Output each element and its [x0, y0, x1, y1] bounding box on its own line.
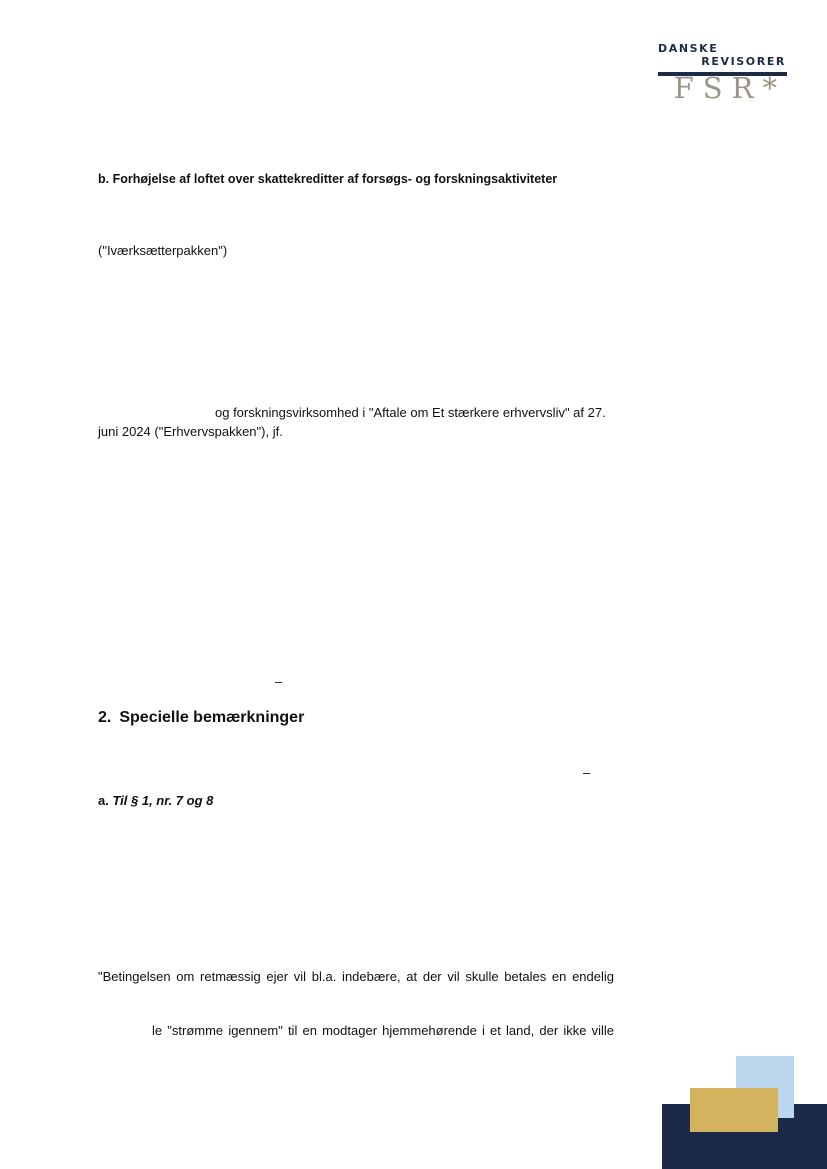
- paragraph-ivaerksaetterpakken: ("Iværksætterpakken"): [98, 243, 228, 258]
- logo-fsr-mark: FSR*: [673, 71, 786, 105]
- dash-mark: –: [583, 765, 591, 780]
- subsection-heading-a: [98, 793, 213, 809]
- quote-line2: le "strømme igennem" til en modtager hjemmehørende i et land, der ikke ville: [152, 1023, 614, 1038]
- logo-text-revisorer: REVISORER: [701, 55, 786, 68]
- paragraph-erhverv-line2: juni 2024 ("Erhvervspakken"), jf.: [98, 424, 283, 439]
- logo-text-danske: DANSKE: [658, 42, 719, 55]
- paragraph-erhverv-line1: og forskningsvirksomhed i "Aftale om Et stærkere erhvervsliv" af 27.: [215, 405, 606, 420]
- section-heading-b: b. Forhøjelse af loftet over skattekreditter af forsøgs- og forskningsaktiviteter: [98, 172, 558, 186]
- section-number: 2.: [98, 709, 112, 726]
- subsection-prefix: a.: [98, 793, 109, 808]
- subsection-reference: Til § 1, nr. 7 og 8: [112, 793, 214, 808]
- quote-line1: "Betingelsen om retmæssig ejer vil bl.a. indebære, at der vil skulle betales en endelig: [98, 969, 614, 984]
- section-heading-2: [98, 709, 304, 727]
- decorative-block-gold: [690, 1088, 778, 1132]
- section-title: Specielle bemærkninger: [119, 709, 305, 726]
- dash-mark: –: [275, 674, 283, 689]
